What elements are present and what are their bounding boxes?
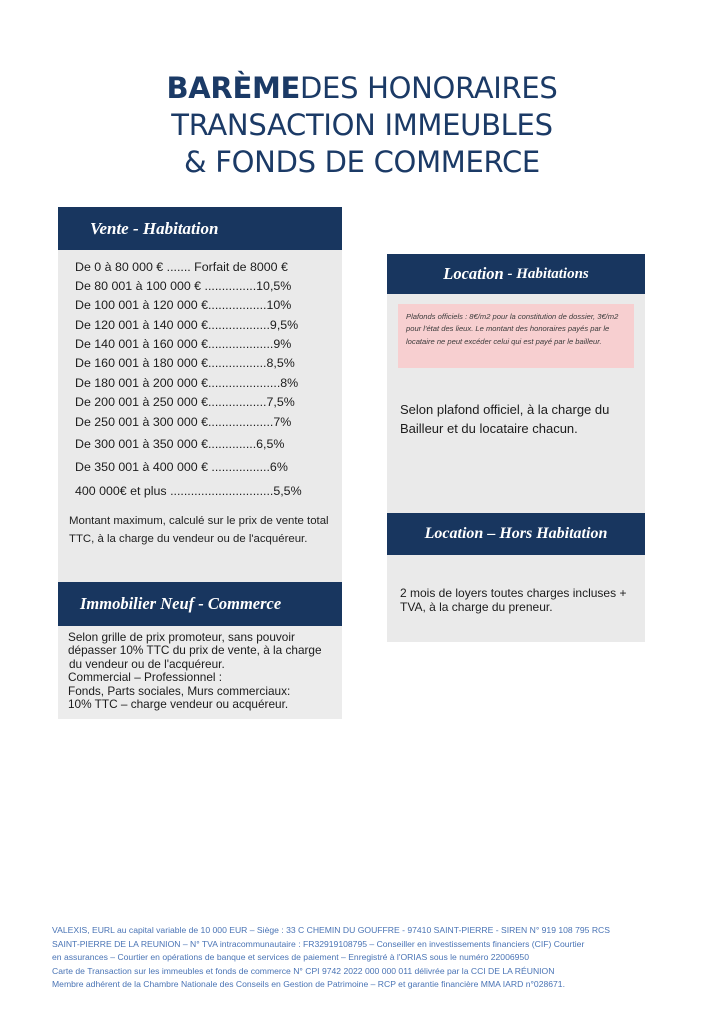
location-hors-header (387, 513, 645, 555)
title-bold: BARÈME (166, 71, 301, 105)
neuf-line: Commercial – Professionnel : (68, 670, 223, 685)
vente-tier: De 300 001 à 350 000 €..............6,5% (75, 437, 285, 451)
vente-tier: 400 000€ et plus ..............................5,5% (75, 484, 302, 498)
footer-line: SAINT-PIERRE DE LA REUNION – N° TVA intracommunautaire : FR32919108795 – Conseiller en investissements financiers (CIF) Courtier (52, 938, 585, 949)
neuf-text (68, 631, 344, 711)
vente-tier: De 200 001 à 250 000 €.................7,5% (75, 395, 295, 409)
neuf-line: Fonds, Parts sociales, Murs commerciaux: (68, 683, 291, 698)
vente-header (58, 207, 342, 250)
neuf-line: 10% TTC – charge vendeur ou acquéreur. (68, 697, 289, 712)
title-line-2: TRANSACTION IMMEUBLES (171, 108, 553, 142)
neuf-header (58, 582, 342, 626)
vente-note: Montant maximum, calculé sur le prix de vente total TTC, à la charge du vendeur ou de l'acquéreur. (69, 515, 329, 545)
page-title (0, 70, 724, 181)
location-habitations-header-sub: - Habitations (503, 265, 589, 282)
location-habitations-text: Selon plafond officiel, à la charge du Bailleur et du locataire chacun. (400, 402, 610, 436)
vente-tier: De 250 001 à 300 000 €...................7% (75, 415, 292, 429)
vente-tier: De 180 001 à 200 000 €.....................8% (75, 376, 299, 390)
location-hors-header-label: Location – Hors Habitation (424, 525, 608, 542)
title-line-3: & FONDS DE COMMERCE (184, 145, 540, 179)
vente-tier: De 100 001 à 120 000 €.................10% (75, 298, 292, 312)
footer-line: VALEXIS, EURL au capital variable de 10 000 EUR – Siège : 33 C CHEMIN DU GOUFFRE - 97410 SAINT-PIERRE - SIREN N° 919 108 795 RCS (52, 925, 610, 935)
footer-line: Carte de Transaction sur les immeubles et fonds de commerce N° CPI 9742 2022 000 000 011 délivrée par la CCI DE LA RÉUNION (52, 965, 555, 976)
location-habitations-note-text: Plafonds officiels : 8€/m2 pour la constitution de dossier, 3€/m2 pour l'état des lieux. Le montant des honoraires payés par le locataire ne peut excéder celui qui est payé par le bailleur. (406, 312, 619, 346)
footer-legal (52, 924, 672, 992)
vente-tier: De 120 001 à 140 000 €..................9,5% (75, 318, 299, 332)
vente-tier: De 140 001 à 160 000 €...................9% (75, 337, 292, 351)
neuf-line: Selon grille de prix promoteur, sans pouvoir (68, 630, 295, 644)
neuf-line: du vendeur ou de l'acquéreur. (69, 656, 225, 671)
vente-tier: De 350 001 à 400 000 € .................6% (75, 460, 288, 474)
footer-line: Membre adhérent de la Chambre Nationale des Conseils en Gestion de Patrimoine – RCP et garantie financière MMA IARD n°028671. (52, 979, 565, 990)
location-habitations-header (387, 254, 645, 294)
vente-tier: De 160 001 à 180 000 €.................8,5% (75, 356, 295, 370)
location-habitations-note (398, 304, 634, 368)
location-habitations-header-main: Location (443, 264, 504, 283)
vente-header-label: Vente - Habitation (90, 218, 219, 238)
location-hors-text: 2 mois de loyers toutes charges incluses + TVA, à la charge du preneur. (400, 586, 627, 614)
title-line-1 (0, 70, 724, 107)
title-line-1-rest: DES HONORAIRES (300, 71, 558, 105)
neuf-header-label: Immobilier Neuf - Commerce (80, 594, 282, 613)
vente-tier: De 0 à 80 000 € ....... Forfait de 8000 € (75, 260, 288, 274)
vente-tier: De 80 001 à 100 000 € ...............10,5% (75, 279, 292, 293)
neuf-line: dépasser 10% TTC du prix de vente, à la charge (68, 643, 322, 658)
footer-line: en assurances – Courtier en opérations de banque et services de paiement – Enregistré à l'ORIAS sous le numéro 22006950 (52, 952, 529, 963)
